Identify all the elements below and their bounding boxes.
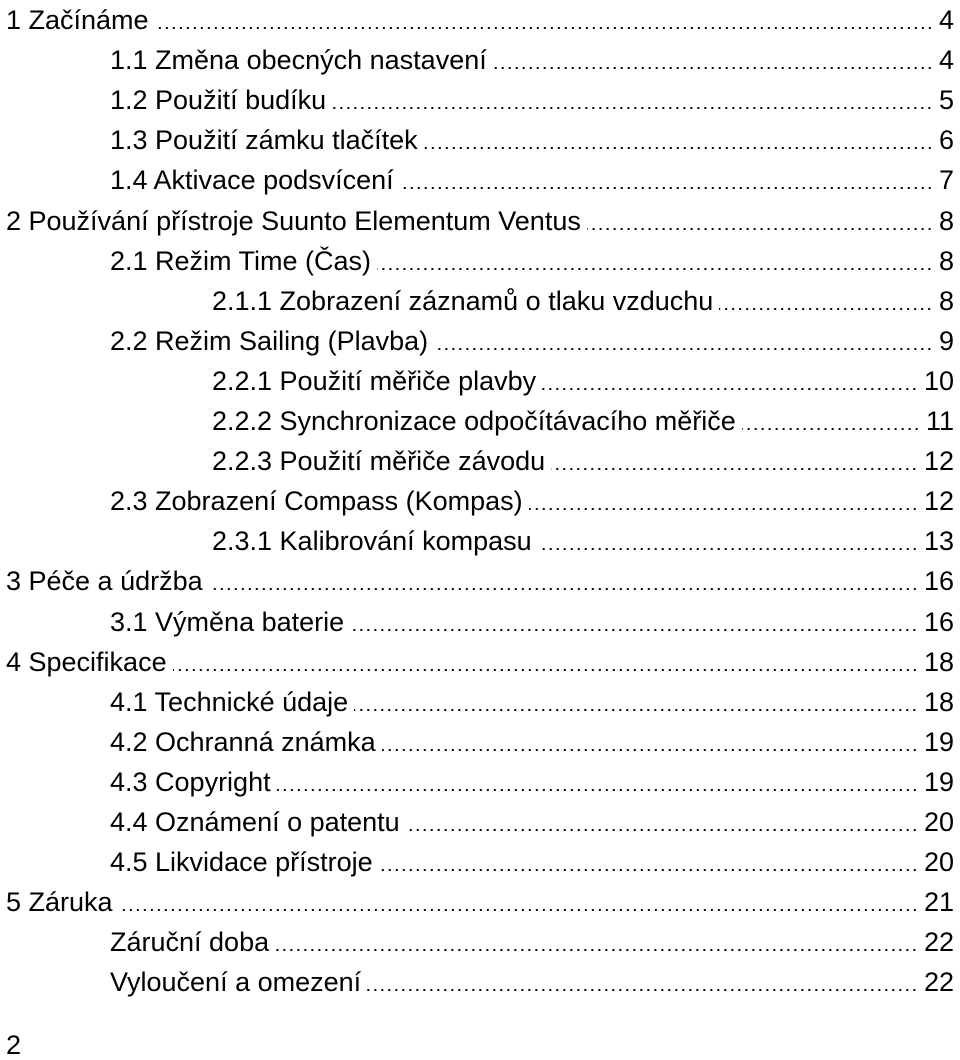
- toc-entry-page: 4: [938, 45, 954, 76]
- toc-entry-title: 1.2 Použití budíku: [110, 85, 327, 116]
- toc-entry[interactable]: [110, 722, 954, 762]
- toc-entry-page: 19: [923, 726, 954, 757]
- dot-leader: [538, 548, 918, 550]
- toc-entry-title: 2.1 Režim Time (Čas): [110, 245, 372, 276]
- toc-entry-page: 13: [923, 526, 954, 557]
- toc-entry-title: 3.1 Výměna baterie: [110, 606, 345, 637]
- toc-entry-title: 2.1.1 Zobrazení záznamů o tlaku vzduchu: [212, 285, 714, 316]
- toc-entry[interactable]: [110, 842, 954, 882]
- toc-entry[interactable]: [6, 0, 954, 40]
- toc-entry-title: 1 Začínáme: [6, 5, 149, 35]
- dot-leader: [173, 669, 918, 671]
- dot-leader: [400, 187, 933, 189]
- toc-entry-title: 1.3 Použití zámku tlačítek: [110, 125, 418, 156]
- dot-leader: [529, 508, 918, 510]
- toc-entry-page: 8: [938, 205, 954, 236]
- page-number: 2: [6, 1030, 22, 1060]
- toc-entry-page: 8: [938, 245, 954, 276]
- toc-entry[interactable]: [212, 401, 954, 441]
- dot-leader: [493, 67, 933, 69]
- toc-entry[interactable]: [110, 120, 954, 160]
- toc-entry-title: 4.1 Technické údaje: [110, 686, 349, 717]
- toc-entry-page: 6: [938, 125, 954, 156]
- toc-entry[interactable]: [110, 160, 954, 200]
- toc-entry[interactable]: [110, 962, 954, 1002]
- toc-entry[interactable]: [110, 321, 954, 361]
- toc-entry-page: 9: [938, 325, 954, 356]
- dot-leader: [424, 147, 933, 149]
- toc-entry[interactable]: [212, 281, 954, 321]
- toc-entry[interactable]: [6, 642, 954, 682]
- toc-entry-page: 11: [925, 406, 954, 436]
- toc-entry[interactable]: [212, 521, 954, 561]
- toc-entry[interactable]: [212, 441, 954, 481]
- dot-leader: [742, 428, 920, 430]
- toc-entry-title: 2.2.2 Synchronizace odpočítávacího měřiče: [212, 406, 736, 436]
- toc-entry-title: 2 Používání přístroje Suunto Elementum Ventus: [6, 205, 581, 236]
- toc-entry-title: 3 Péče a údržba: [6, 566, 203, 597]
- dot-leader: [209, 588, 918, 590]
- toc-entry-title: 4.3 Copyright: [110, 766, 271, 797]
- dot-leader: [551, 468, 918, 470]
- dot-leader: [277, 789, 918, 791]
- dot-leader: [382, 749, 918, 751]
- dot-leader: [377, 268, 933, 270]
- dot-leader: [542, 388, 918, 390]
- toc-entry[interactable]: [110, 481, 954, 521]
- toc-entry-page: 10: [923, 365, 954, 396]
- toc-entry-title: Záruční doba: [110, 927, 270, 958]
- toc-entry-page: 16: [923, 566, 954, 597]
- toc-entry-page: 22: [923, 967, 954, 998]
- toc-entry-title: 2.3.1 Kalibrování kompasu: [212, 526, 532, 557]
- dot-leader: [587, 228, 933, 230]
- dot-leader: [119, 909, 918, 911]
- dot-leader: [406, 829, 918, 831]
- dot-leader: [350, 629, 918, 631]
- toc-entry[interactable]: [6, 561, 954, 601]
- toc-entry[interactable]: [110, 802, 954, 842]
- toc-entry-page: 7: [938, 165, 954, 196]
- dot-leader: [275, 949, 918, 951]
- dot-leader: [155, 27, 933, 29]
- toc-entry-page: 8: [938, 285, 954, 316]
- toc-entry[interactable]: [110, 80, 954, 120]
- toc-entry-title: 4.4 Oznámení o patentu: [110, 807, 400, 837]
- toc-entry-title: 2.2.1 Použití měřiče plavby: [212, 365, 537, 396]
- toc-entry-title: 1.1 Změna obecných nastavení: [110, 45, 487, 76]
- toc-entry-title: 2.3 Zobrazení Compass (Kompas): [110, 486, 523, 517]
- toc-entry[interactable]: [6, 882, 954, 922]
- dot-leader: [367, 989, 918, 991]
- toc-entry-page: 18: [923, 646, 954, 677]
- toc-entry-page: 21: [923, 887, 954, 918]
- toc-entry[interactable]: [212, 361, 954, 401]
- toc-entry-title: 4.2 Ochranná známka: [110, 726, 376, 757]
- toc-entry-page: 22: [923, 927, 954, 958]
- dot-leader: [379, 869, 918, 871]
- toc-entry[interactable]: [6, 201, 954, 241]
- toc-entry-title: 1.4 Aktivace podsvícení: [110, 165, 394, 196]
- toc-entry-page: 20: [923, 847, 954, 878]
- toc-entry-page: 20: [923, 807, 954, 837]
- toc-entry-title: Vyloučení a omezení: [110, 967, 362, 998]
- dot-leader: [434, 348, 933, 350]
- toc-entry-title: 2.2.3 Použití měřiče závodu: [212, 446, 546, 477]
- toc-entry-title: 4 Specifikace: [6, 646, 167, 677]
- toc-entry-page: 18: [923, 686, 954, 717]
- toc-entry[interactable]: [110, 762, 954, 802]
- toc-entry[interactable]: [110, 922, 954, 962]
- toc-entry-title: 2.2 Režim Sailing (Plavba): [110, 325, 429, 356]
- dot-leader: [354, 709, 918, 711]
- dot-leader: [332, 107, 933, 109]
- toc-entry-page: 12: [923, 446, 954, 477]
- toc-entry-page: 12: [923, 486, 954, 517]
- toc-entry-page: 19: [923, 766, 954, 797]
- toc-entry-title: 4.5 Likvidace přístroje: [110, 847, 373, 878]
- toc-entry[interactable]: [110, 602, 954, 642]
- toc-entry-page: 5: [938, 85, 954, 116]
- toc-entry-page: 4: [938, 5, 954, 35]
- toc-entry[interactable]: [110, 682, 954, 722]
- toc-entry-page: 16: [923, 606, 954, 637]
- toc-entry-title: 5 Záruka: [6, 887, 113, 918]
- toc-entry[interactable]: [110, 241, 954, 281]
- toc-entry[interactable]: [110, 40, 954, 80]
- dot-leader: [719, 308, 933, 310]
